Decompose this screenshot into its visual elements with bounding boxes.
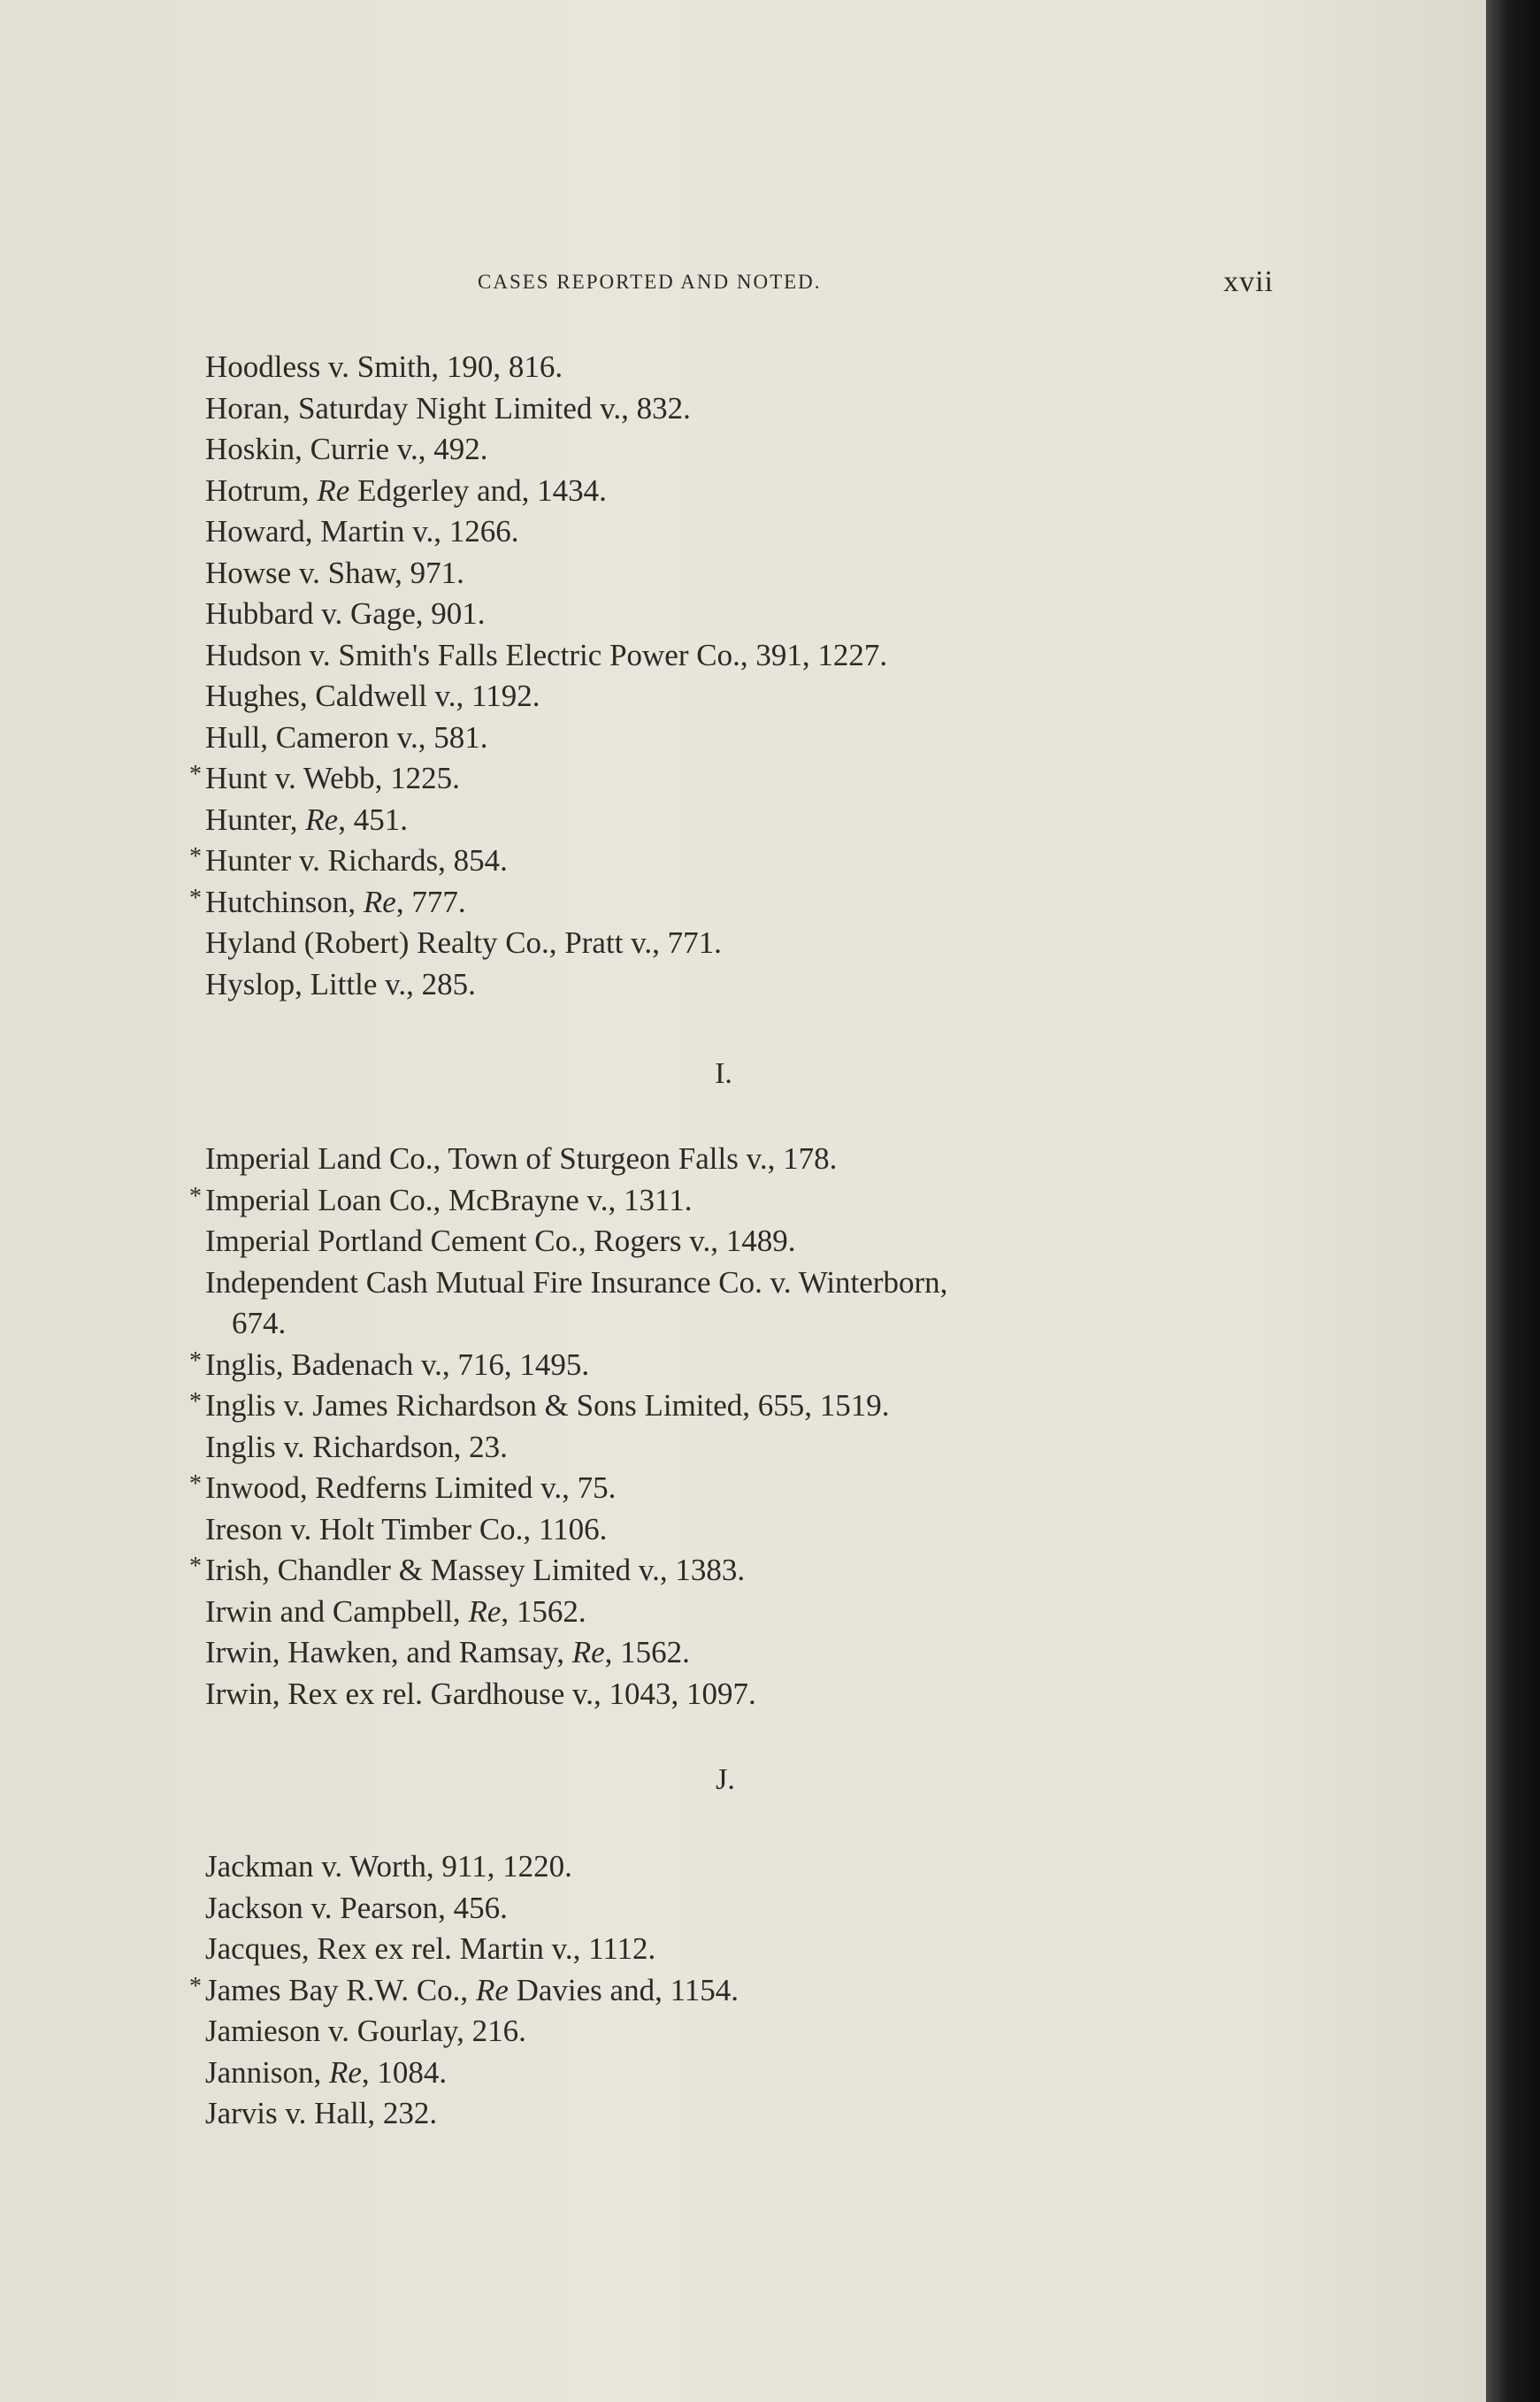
entry-text: James Bay R.W. Co., [205, 1972, 476, 2007]
re-italic: Re [329, 2054, 362, 2090]
re-italic: Re [468, 1593, 502, 1629]
entry-text: Irwin, Hawken, and Ramsay, [205, 1635, 572, 1669]
index-entry [205, 2014, 526, 2049]
entry-text-tail: Davies and, 1154. [508, 1972, 739, 2007]
entry-text: Hyslop, Little v., 285. [205, 966, 476, 1001]
entry-text: Horan, Saturday Night Limited v., 832. [205, 390, 691, 426]
index-entry [189, 1182, 693, 1218]
asterisk-marker: * [189, 1347, 202, 1375]
entry-text: Inwood, Redferns Limited v., 75. [205, 1470, 617, 1505]
index-entry [205, 1224, 796, 1259]
index-entry [205, 1430, 508, 1465]
index-entry [205, 1141, 837, 1177]
entry-text: Hotrum, [205, 472, 318, 508]
index-entry [189, 1347, 590, 1383]
asterisk-marker: * [189, 1388, 202, 1416]
asterisk-marker: * [189, 1182, 202, 1210]
entry-text: Irwin and Campbell, [205, 1593, 469, 1629]
entry-text: Hoodless v. Smith, 190, 816. [205, 349, 563, 384]
entry-text: Hull, Cameron v., 581. [205, 719, 488, 755]
index-entry [205, 2096, 437, 2131]
entry-text: Hughes, Caldwell v., 1192. [205, 679, 540, 713]
entry-text-tail: , 1084. [361, 2054, 448, 2090]
entry-text: Jarvis v. Hall, 232. [205, 2096, 438, 2130]
entry-text: Irwin, Rex ex rel. Gardhouse v., 1043, 1097. [205, 1676, 756, 1711]
entry-text-tail: , 1562. [604, 1635, 690, 1669]
index-entry [205, 1265, 947, 1301]
index-entry [189, 884, 466, 920]
index-entry [205, 473, 607, 509]
index-entry [205, 1677, 756, 1712]
asterisk-marker: * [189, 843, 202, 871]
entry-text: Imperial Loan Co., McBrayne v., 1311. [205, 1182, 693, 1217]
page-edge-shadow [1486, 0, 1540, 2402]
entry-text: Hubbard v. Gage, 901. [205, 596, 486, 631]
index-entry [205, 967, 476, 1002]
index-entry [205, 596, 486, 632]
re-italic: Re [475, 1972, 509, 2007]
entry-text: Hyland (Robert) Realty Co., Pratt v., 771. [205, 925, 722, 960]
entry-text: Imperial Land Co., Town of Sturgeon Falls v., 178. [205, 1141, 838, 1176]
entry-text: Independent Cash Mutual Fire Insurance Co. v. Winterborn, [205, 1264, 948, 1300]
entry-text: Hunter, [205, 802, 306, 837]
asterisk-marker: * [189, 1470, 202, 1498]
entry-text-tail: Edgerley and, 1434. [349, 472, 607, 508]
entry-text: Inglis v. Richardson, 23. [205, 1429, 508, 1464]
entry-text: Howard, Martin v., 1266. [205, 514, 519, 549]
page-number: xvii [1223, 265, 1274, 298]
section-letter-j: J. [716, 1763, 735, 1796]
entry-text-tail: , 451. [338, 802, 408, 837]
entry-text: Howse v. Shaw, 971. [205, 555, 464, 590]
index-entry [205, 1891, 508, 1926]
index-entry [205, 679, 540, 714]
entry-text: Imperial Portland Cement Co., Rogers v., 1489. [205, 1224, 796, 1258]
index-entry [189, 761, 460, 796]
asterisk-marker: * [189, 1972, 202, 2000]
index-entry [205, 1635, 690, 1670]
index-entry [189, 1553, 746, 1588]
re-italic: Re [363, 884, 396, 919]
index-entry [205, 802, 408, 838]
entry-text: Jannison, [205, 2054, 329, 2090]
entry-text: Hudson v. Smith's Falls Electric Power Co., 391, 1227. [205, 637, 888, 672]
index-entry [205, 2055, 447, 2091]
index-entry [189, 1388, 890, 1424]
asterisk-marker: * [189, 761, 202, 788]
entry-text: Jackson v. Pearson, 456. [205, 1890, 508, 1925]
index-entry [205, 925, 722, 961]
re-italic: Re [317, 472, 350, 508]
index-entry [232, 1306, 286, 1341]
page-header [478, 265, 1274, 301]
re-italic: Re [305, 802, 339, 837]
entry-text-tail: , 1562. [501, 1593, 586, 1629]
index-entry [205, 391, 691, 426]
entry-text: Jackman v. Worth, 911, 1220. [205, 1849, 572, 1884]
asterisk-marker: * [189, 1553, 202, 1580]
asterisk-marker: * [189, 884, 202, 912]
section-letter-i: I. [715, 1057, 732, 1090]
index-entry [205, 556, 464, 591]
entry-text: Hunt v. Webb, 1225. [205, 761, 460, 795]
index-entry [205, 514, 518, 549]
entry-text: Inglis, Badenach v., 716, 1495. [205, 1347, 590, 1382]
index-entry [205, 349, 563, 385]
re-italic: Re [571, 1635, 605, 1669]
entry-text-tail: , 777. [395, 884, 466, 919]
entry-text: Jamieson v. Gourlay, 216. [205, 2014, 526, 2048]
index-entry [205, 1512, 607, 1547]
entry-text: Irish, Chandler & Massey Limited v., 1383. [205, 1553, 746, 1587]
index-entry [205, 1594, 586, 1630]
index-entry [205, 720, 488, 756]
entry-text: Hutchinson, [205, 884, 364, 919]
running-head: CASES REPORTED AND NOTED. [478, 271, 822, 293]
entry-text: 674. [232, 1306, 287, 1340]
index-entry [205, 638, 887, 673]
index-entry [189, 1972, 739, 2008]
index-entry [189, 843, 508, 879]
index-entry [189, 1470, 617, 1506]
entry-text: Jacques, Rex ex rel. Martin v., 1112. [205, 1931, 656, 1966]
index-entry [205, 1931, 655, 1967]
index-entry [205, 432, 488, 467]
entry-text: Ireson v. Holt Timber Co., 1106. [205, 1511, 608, 1546]
entry-text: Hunter v. Richards, 854. [205, 843, 508, 878]
index-entry [205, 1849, 572, 1884]
entry-text: Inglis v. James Richardson & Sons Limited, 655, 1519. [205, 1388, 890, 1423]
entry-text: Hoskin, Currie v., 492. [205, 432, 488, 466]
